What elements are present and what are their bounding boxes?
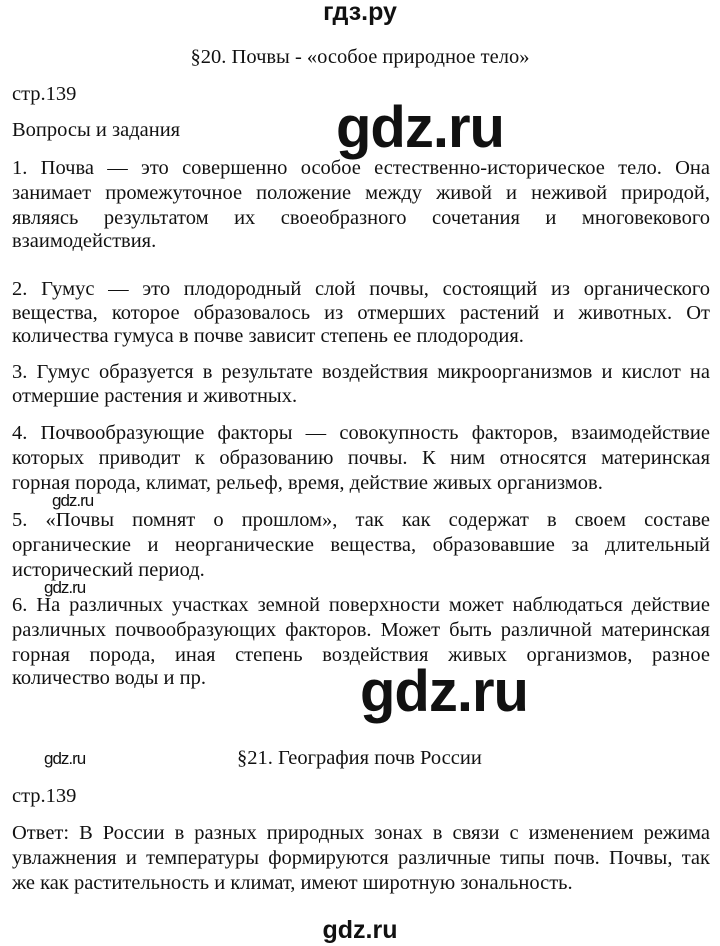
paragraph-line: 4. Почвообразующие факторы — совокупность факторов, взаимодействие <box>12 422 710 444</box>
paragraph-line: 2. Гумус — это плодородный слой почвы, состоящий из органического <box>12 278 710 300</box>
paragraph-line: Ответ: В России в разных природных зонах в связи с изменением режима <box>12 822 710 844</box>
paragraph-line: 6. На различных участках земной поверхности может наблюдаться действие <box>12 594 710 616</box>
paragraph-line: отмершие растения и животных. <box>12 385 298 407</box>
section-21-title: §21. География почв России <box>237 747 482 769</box>
paragraph-line: же как растительность и климат, имеют широтную зональность. <box>12 872 573 894</box>
section-subtitle: Вопросы и задания <box>12 119 181 141</box>
paragraph-line: горная порода, климат, рельеф, время, действие живых организмов. <box>12 472 603 494</box>
page-ref: стр.139 <box>12 83 77 105</box>
paragraph-line: 5. «Почвы помнят о прошлом», так как содержат в своем составе <box>12 509 710 531</box>
watermark: gdz.ru <box>52 491 94 510</box>
paragraph-line: исторический период. <box>12 559 205 581</box>
watermark: gdz.ru <box>360 659 528 724</box>
paragraph-line: являясь результатом их своеобразного сочетания и многовекового <box>12 207 710 229</box>
paragraph-line: вещества, которое образовалось из отмерших растений и животных. От <box>12 302 710 324</box>
paragraph-line: которых приводит к образованию почвы. К ним относятся материнская <box>12 447 710 469</box>
paragraph-line: занимает промежуточное положение между живой и неживой природой, <box>12 182 710 204</box>
paragraph-line: взаимодействия. <box>12 230 157 252</box>
paragraph-line: увлажнения и температуры формируются различные типы почв. Почвы, так <box>12 847 710 869</box>
paragraph-line: количество воды и пр. <box>12 667 206 689</box>
paragraph-line: 3. Гумус образуется в результате воздействия микроорганизмов и кислот на <box>12 361 710 383</box>
paragraph-line: горная порода, иная степень воздействия живых организмов, разное <box>12 644 710 666</box>
page-ref: стр.139 <box>12 785 77 807</box>
watermark: gdz.ru <box>44 578 86 597</box>
paragraph-line: органические и неорганические вещества, образовавшие за длительный <box>12 534 710 556</box>
watermark: gdz.ru <box>44 749 86 768</box>
paragraph-line: количества гумуса в почве зависит степень ее плодородия. <box>12 325 524 347</box>
site-logo[interactable]: гдз.ру <box>323 0 397 26</box>
paragraph-line: 1. Почва — это совершенно особое естественно-историческое тело. Она <box>12 157 710 179</box>
paragraph-line: различных почвообразующих факторов. Может быть различной материнская <box>12 619 710 641</box>
footer-logo[interactable]: gdz.ru <box>322 916 398 944</box>
section-20-title: §20. Почвы - «особое природное тело» <box>190 46 530 68</box>
watermark: gdz.ru <box>336 95 504 160</box>
